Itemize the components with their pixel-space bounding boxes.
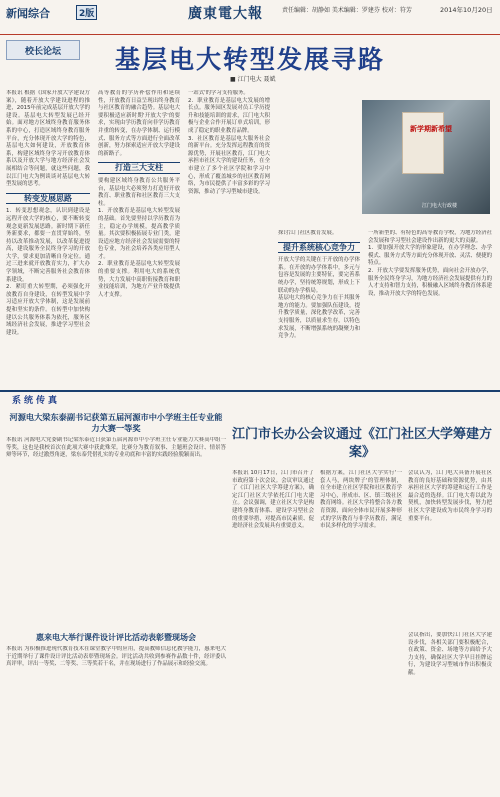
section-label: 系统传真 <box>12 396 61 406</box>
article-2-headline: 江门市长办公会议通过《江门社区大学筹建方案》 <box>232 427 493 460</box>
article-2-col-4: 会议指出，要加快江门社区大学建设步伐，各相关部门要积极配合，在政策、资金、场地等方面给予大力支持，确保社区大学早日挂牌运行，为建设学习型城市作出积极贡献。 <box>408 632 492 676</box>
editor-info: 责任编辑：胡静如 美术编辑：罗建芬 校对：符芳 <box>282 7 412 14</box>
page-number: 2版 <box>76 5 97 20</box>
paragraph: 基层电大的核心竞争力在于其服务地方的能力。要加强队伍建设，提升教学质量，深化教学改革，完善支持服务，以质量求生存，以特色求发展，不断增强系统的凝聚力和竞争力。 <box>278 295 360 340</box>
main-col-4 <box>278 230 360 385</box>
column-tag: 校长论坛 <box>6 40 80 60</box>
campus-photo <box>362 100 490 214</box>
brief-2-headline: 惠来电大举行课件设计评比活动表彰暨现场会 <box>36 633 196 642</box>
brief-1-headline: 河源电大梁东泰副书记获第五届河源市中小学班主任专业能力大赛一等奖 <box>9 412 223 433</box>
subheading: 转变发展思路 <box>6 193 90 205</box>
paragraph: 开放大学的关键在于开放的办学体系。在开放的办学体系中，多元与包容是发展的主要特征，要完善系统办学，坚持统筹规划，形成上下联动的办学格局。 <box>278 257 360 294</box>
paragraph: 1．要加强开放大学的形象建设，在办学理念、办学模式、服务方式等方面充分体现开放、灵活、便捷的特点。 <box>368 245 492 267</box>
article-2-col-3: 会议认为，江门电大具备开展社区教育的良好基础和资源优势，由其承担社区大学的筹建和运行工作是最合适的选择。江门电大将以此为契机，加快转型发展步伐，努力把社区大学建设成为市民终身学习的重要平台。 <box>408 470 492 522</box>
paragraph: 1．开放教育是基层电大转型发展的基础。首先要坚持以学历教育为主，稳定办学规模，提高教学质量。其次要积极拓展专业门类，建设适应地方经济社会发展需要的特色专业，为社会培养各类应用型人才。 <box>98 208 180 260</box>
paragraph: 本报讯 根据《国家开放大学建设方案》，随着开放大学建设进程的推进，2015年前完成基层开放大学的建设。基层电大转型发展已经开始。面对地方区域终身教育服务体系的中心，打造区域终身教育服务平台，充分体现开放大学的特色，基层电大如何建设，开放教育体系，构建区域终身学习开放教育体系以及开放大学与地方经济社会发展相结合等问题，就这些问题，我以江门电大为例谈谈对基层电大转型发展的思考。 <box>6 90 90 188</box>
photo-watermark: 江门电大行政楼 <box>422 203 458 209</box>
article-2-col-1: 本报讯 10月17日，江门市召开了市政府第十次会议。会议审议通过了《江门社区大学筹建方案》，确定江门社区大学依托江门电大建立。会议强调，建立社区大学是构建终身教育体系、建设学习型社会的重要举措，对提高市民素质、促进经济社会发展具有重要意义。 <box>232 470 314 530</box>
main-col-1 <box>6 90 90 385</box>
main-headline: 基层电大转型发展寻路 <box>114 45 385 74</box>
brief-2-text: 本报讯 为积极推进现代教育技术在课堂教学中的应用，提高教师信息化教学能力，惠来电大于近期举行了课件设计评比活动表彰暨现场会。评比活动共收到参赛作品数十件，经评委认真评审，评出一等奖、二等奖、三等奖若干名，并在现场进行了作品展示和经验交流。 <box>6 646 226 668</box>
notice-board <box>402 112 444 174</box>
paragraph: 探讨江门社区教育发展。 <box>278 230 338 236</box>
paragraph: 一所新型的、有特色的高等教育学校，为地方经济社会发展和学习型社会建设作出新的更大的贡献。 <box>368 230 492 244</box>
main-col-2 <box>98 90 180 385</box>
brief-1-text: 本报讯 河源电大党委副书记梁东泰近日获第五届河源市中小学班主任专业能力大赛高中组一等奖，这也是我校首次在此项大赛中获此殊荣。比赛分为教育叙事、主题班会设计、情景答辩等环节，经过激烈角逐，梁东泰凭借扎实的专业功底和丰富的实践经验脱颖而出。 <box>6 437 226 459</box>
paragraph: 3．社区教育是基层电大服务社会的新平台。充分发挥远程教育的资源优势，开展社区教育，江门电大承担市社区大学的建设任务，在全市建立了多个社区学院和学习中心，形成了覆盖城乡的社区教育网络，为市民提供了丰富多彩的学习资源，推动了学习型城市建设。 <box>188 135 270 195</box>
main-col-5 <box>368 230 492 385</box>
paragraph: 2．职业教育是基层电大转型发展的重要支撑。利用电大的系统优势，大力发展中高职衔接教育和职业技能培训，为地方产业升级提供人才支撑。 <box>98 261 180 298</box>
brief-2 <box>6 632 226 786</box>
byline: ■ 江门电大 聂斌 <box>230 76 276 83</box>
section-divider <box>0 390 500 406</box>
paragraph: 2．紧盯重大转型期，必须强化开放教育自身建设，在转型发展中学习适应开放大学体制，这是发展前提和坚实的条件。在转型中加快构建以公共服务体系为依托，服务区域经济社会发展，推进学习型社会建设。 <box>6 284 90 336</box>
subheading: 打造三大支柱 <box>98 162 180 174</box>
main-col-3 <box>188 90 270 385</box>
paragraph: 2．职业教育是基层电大发展的增长点。服务园区发展对员工学历提升和技能培训的需求，江门电大积极与企业合作开展订单式培训，形成了稳定的职业教育品牌。 <box>188 97 270 134</box>
issue-date: 2014年10月20日 <box>440 6 493 14</box>
paragraph: 1．转变思想观念，认识到建设是远程开放大学的核心，要不断转变观念更新发展思路。新时期下新任务新要求，都要一直贯穿始终，坚持以改革推动发展，以改革促进提高，建设服务全民终身学习的开放大学，要求更加清晰自身定位。通过三进来就开放教育实力，扩大办学领域，不断完善服务社会教育体系建设。 <box>6 208 90 283</box>
subheading: 提升系统核心竞争力 <box>278 242 360 254</box>
section-name: 新闻综合 <box>6 7 50 20</box>
paragraph: 一站式'的学习支持服务。 <box>188 90 249 96</box>
brief-1 <box>6 412 226 527</box>
paragraph: 高等教育的学历补偿作用和延续性，开放教育日益呈现出终身教育与社区教育的融合趋势。基层电大要积极适应新时期'开放大学'的要求，实现由学历教育向非学历教育并重的转变，在办学体制、运行模式、服务方式等方面进行全面改革创新，努力探索适应开放大学建设的新路子。 <box>98 90 180 157</box>
newspaper-name: 廣東電大報 <box>188 6 263 22</box>
paragraph: 2．开放大学要发挥服务优势，面向社会开放办学，服务全民终身学习，为地方经济社会发展提供有力的人才支持和智力支持，积极融入区域终身教育体系建设，推动开放大学的特色发展。 <box>368 267 492 297</box>
paragraph: 要构建区域终身教育公共服务平台，基层电大必须努力打造好开放教育、职业教育和社区教育三大支柱。 <box>98 177 180 207</box>
article-2-col-2: 根据方案，江门社区大学实行'一套人马，两块牌子'的管理体制，在全市建立社区学院和社区教育学习中心，形成市、区、镇三级社区教育网络。社区大学将整合各方教育资源，面向全体市民开展多种形式的学历教育与非学历教育，满足市民多样化的学习需求。 <box>320 470 402 530</box>
board-text: 新学期新希望 <box>410 125 452 133</box>
